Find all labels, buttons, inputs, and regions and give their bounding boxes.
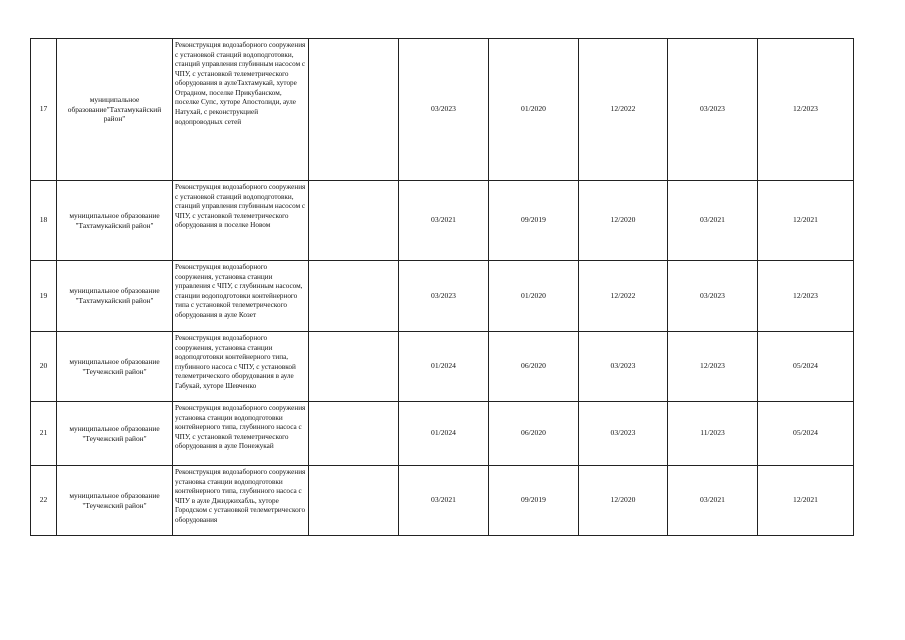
municipality-cell: муниципальное образование "Тахтамукайский район" [57, 261, 173, 332]
date-cell: 12/2022 [579, 39, 668, 181]
date-cell: 12/2023 [758, 39, 854, 181]
row-number: 19 [31, 261, 57, 332]
table-row [31, 466, 854, 536]
date-cell: 06/2020 [489, 402, 579, 466]
date-cell: 03/2023 [579, 402, 668, 466]
empty-cell [309, 39, 399, 181]
date-cell: 12/2020 [579, 181, 668, 261]
table-row [31, 332, 854, 402]
date-cell: 03/2023 [668, 39, 758, 181]
date-cell: 11/2023 [668, 402, 758, 466]
table-row [31, 402, 854, 466]
date-cell: 12/2020 [579, 466, 668, 536]
description-cell: Реконструкция водозаборного сооружения, установка станции управления с ЧПУ, с глубинным насосом, станции водоподготовки контейнерного типа с установкой телеметрического оборудования в ауле Козет [173, 261, 309, 332]
table-row [31, 181, 854, 261]
date-cell: 06/2020 [489, 332, 579, 402]
date-cell: 01/2024 [399, 402, 489, 466]
empty-cell [309, 261, 399, 332]
date-cell: 09/2019 [489, 466, 579, 536]
empty-cell [309, 332, 399, 402]
description-cell: Реконструкция водозаборного сооружения с установкой станций водоподготовки, станций управления глубинным насосом с ЧПУ, с установкой телеметрического оборудования в аулеТахтамукай, хуторе Отрадном, поселке Прикубанском, поселке Супс, хуторе Апостолиди, ауле Натухай, с реконструкцией водопроводных сетей [173, 39, 309, 181]
date-cell: 03/2021 [668, 466, 758, 536]
date-cell: 03/2021 [399, 181, 489, 261]
date-cell: 03/2023 [668, 261, 758, 332]
row-number: 21 [31, 402, 57, 466]
date-cell: 05/2024 [758, 402, 854, 466]
date-cell: 12/2022 [579, 261, 668, 332]
empty-cell [309, 466, 399, 536]
row-number: 20 [31, 332, 57, 402]
date-cell: 03/2023 [399, 261, 489, 332]
description-cell: Реконструкция водозаборного сооружения, установка станции водоподготовки контейнерного типа, глубинного насоса с ЧПУ, с установкой телеметрического оборудования в ауле Габукай, хуторе Шевченко [173, 332, 309, 402]
table-row [31, 39, 854, 181]
empty-cell [309, 181, 399, 261]
date-cell: 12/2021 [758, 181, 854, 261]
date-cell: 12/2023 [758, 261, 854, 332]
table-row [31, 261, 854, 332]
municipality-cell: муниципальное образование "Теучежский район" [57, 466, 173, 536]
date-cell: 01/2024 [399, 332, 489, 402]
row-number: 22 [31, 466, 57, 536]
date-cell: 05/2024 [758, 332, 854, 402]
empty-cell [309, 402, 399, 466]
date-cell: 03/2021 [399, 466, 489, 536]
date-cell: 01/2020 [489, 39, 579, 181]
description-cell: Реконструкция водозаборного сооружения установка станции водоподготовки контейнерного типа, глубинного насоса с ЧПУ, с установкой телеметрического оборудования в ауле Понежукай [173, 402, 309, 466]
date-cell: 03/2023 [579, 332, 668, 402]
row-number: 17 [31, 39, 57, 181]
municipality-cell: муниципальное образование "Теучежский район" [57, 402, 173, 466]
date-cell: 03/2021 [668, 181, 758, 261]
row-number: 18 [31, 181, 57, 261]
date-cell: 12/2021 [758, 466, 854, 536]
project-schedule-table [30, 38, 854, 536]
municipality-cell: муниципальное образование "Теучежский район" [57, 332, 173, 402]
municipality-cell: муниципальное образование "Тахтамукайский район" [57, 181, 173, 261]
municipality-cell: муниципальное образование"Тахтамукайский район" [57, 39, 173, 181]
date-cell: 01/2020 [489, 261, 579, 332]
description-cell: Реконструкция водозаборного сооружения установка станции водоподготовки контейнерного типа, глубинного насоса с ЧПУ в ауле Джиджихабль, хуторе Городском с установкой телеметрического оборудования [173, 466, 309, 536]
description-cell: Реконструкция водозаборного сооружения с установкой станций водоподготовки, станций управления глубинным насосом с ЧПУ, с установкой телеметрического оборудования в поселке Новом [173, 181, 309, 261]
date-cell: 03/2023 [399, 39, 489, 181]
date-cell: 12/2023 [668, 332, 758, 402]
date-cell: 09/2019 [489, 181, 579, 261]
